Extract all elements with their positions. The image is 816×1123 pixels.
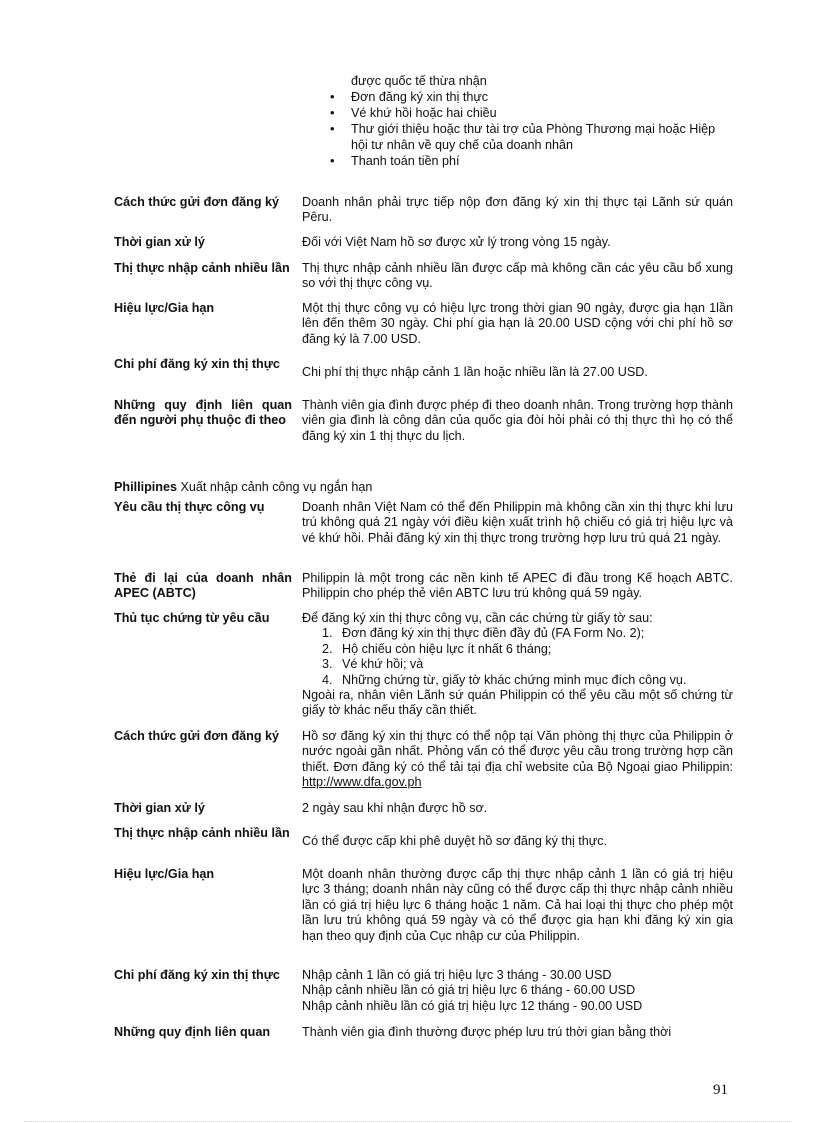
list-item: • Vé khứ hồi hoặc hai chiều (330, 105, 732, 121)
row-label: Chi phí đăng ký xin thị thực (114, 968, 280, 982)
row-value (302, 611, 733, 719)
fee-line: Nhập cảnh nhiều lần có giá trị hiệu lực 6 tháng - 60.00 USD (302, 983, 636, 998)
list-item: • Thư giới thiệu hoặc thư tài trợ của Phòng Thương mại hoặc Hiệp hội tư nhân về quy chế của doanh nhân (330, 121, 732, 153)
row-value: Chi phí thị thực nhập cảnh 1 lần hoặc nhiều lần là 27.00 USD. (302, 365, 648, 379)
item-text: Những chứng từ, giấy tờ khác chứng minh mục đích công vụ. (342, 672, 687, 687)
row-label: Cách thức gửi đơn đăng ký (114, 195, 280, 209)
row-label: Thời gian xử lý (114, 235, 205, 249)
row-value: Thành viên gia đình được phép đi theo doanh nhân. Trong trường hợp thành viên gia đình là công dân của quốc gia đòi hỏi phải có thị thực thì họ có thể đăng ký xin 1 thị thực du lịch. (302, 398, 733, 443)
list-item (322, 642, 733, 657)
row-label: Chi phí đăng ký xin thị thực (114, 357, 280, 371)
list-item (322, 673, 733, 688)
row-label: Hiệu lực/Gia hạn (114, 301, 215, 315)
row-label: Thủ tục chứng từ yêu cầu (114, 611, 270, 625)
required-documents-list (330, 73, 732, 169)
item-text: Hộ chiếu còn hiệu lực ít nhất 6 tháng; (342, 641, 552, 656)
list-item: được quốc tế thừa nhận (351, 74, 487, 88)
row-label: Thị thực nhập cảnh nhiều lần (114, 826, 290, 840)
list-item (322, 626, 733, 641)
section-title (114, 480, 372, 495)
row-value (302, 968, 733, 1014)
page-number: 91 (713, 1082, 728, 1098)
country-name: Phillipines (114, 480, 177, 494)
item-text: Vé khứ hồi; và (342, 657, 424, 672)
footer-divider (24, 1121, 792, 1122)
item-number: 3. (322, 657, 333, 672)
item-text: Đơn đăng ký xin thị thực điền đầy đủ (FA Form No. 2); (342, 626, 645, 641)
item-number: 2. (322, 641, 333, 656)
row-value: Một thị thực công vụ có hiệu lực trong thời gian 90 ngày, được gia hạn 1lần lên đến thêm 30 ngày. Chi phí gia hạn là 20.00 USD cộng với chi phí hồ sơ đăng ký là 7.00 USD. (302, 301, 733, 346)
row-label: Thẻ đi lại của doanh nhân APEC (ABTC) (114, 571, 292, 600)
row-label: Hiệu lực/Gia hạn (114, 867, 215, 881)
docs-intro: Để đăng ký xin thị thực công vụ, cần các chứng từ giấy tờ sau: (302, 611, 653, 625)
list-item: • Đơn đăng ký xin thị thực (330, 89, 732, 105)
section-subtitle: Xuất nhập cảnh công vụ ngắn hạn (180, 480, 373, 494)
row-value: Doanh nhân phải trực tiếp nộp đơn đăng ký xin thị thực tại Lãnh sứ quán Pêru. (302, 195, 733, 225)
fee-line: Nhập cảnh nhiều lần có giá trị hiệu lực 12 tháng - 90.00 USD (302, 998, 643, 1013)
dfa-website-link[interactable]: http://www.dfa.gov.ph (302, 775, 422, 790)
row-value: Đối với Việt Nam hồ sơ được xử lý trong vòng 15 ngày. (302, 235, 611, 249)
list-item (322, 657, 733, 672)
docs-outro: Ngoài ra, nhân viên Lãnh sứ quán Philippin có thể yêu cầu một số chứng từ giấy tờ khác nếu thấy cần thiết. (302, 688, 733, 718)
docs-list (302, 626, 733, 688)
row-value: 2 ngày sau khi nhận được hồ sơ. (302, 801, 488, 815)
row-value: Thành viên gia đình thường được phép lưu trú thời gian bằng thời (302, 1025, 672, 1039)
row-value: Một doanh nhân thường được cấp thị thực nhập cảnh 1 lần có giá trị hiệu lực 3 tháng; doanh nhân này cũng có thể được cấp thị thực nhập cảnh nhiều lần có giá trị hiệu lực 6 tháng hoặc 1 năm. Cả hai loại thị thực cho phép một lần lưu trú không quá 59 ngày và có thể được gia hạn khi đăng ký xin gia hạn theo quy định của Cục nhập cư của Philippin. (302, 867, 733, 943)
row-label: Yêu cầu thị thực công vụ (114, 500, 265, 514)
row-label: Thời gian xử lý (114, 801, 205, 815)
row-label: Những quy định liên quan (114, 1025, 271, 1039)
item-number: 4. (322, 672, 333, 687)
submit-text: Hồ sơ đăng ký xin thị thực có thể nộp tại Văn phòng thị thực của Philippin ở nước ngoài gần nhất. Phỏng vấn có thể được yêu cầu trong trường hợp cần thiết. Đơn đăng ký có thể tải tại địa chỉ website của Bộ Ngoại giao Philippin: (302, 729, 733, 774)
fee-line: Nhập cảnh 1 lần có giá trị hiệu lực 3 tháng - 30.00 USD (302, 968, 612, 982)
row-value: Doanh nhân Việt Nam có thể đến Philippin mà không cần xin thị thực khi lưu trú không quá 21 ngày với điều kiện xuất trình hộ chiếu có giá trị hiệu lực và vé khứ hồi. Phải đăng ký xin thị thực trong trường hợp lưu trú quá 21 ngày. (302, 500, 733, 545)
row-value: Thị thực nhập cảnh nhiều lần được cấp mà không cần các yêu cầu bổ xung so với thị thực công vụ. (302, 261, 733, 291)
row-label: Cách thức gửi đơn đăng ký (114, 729, 280, 743)
row-value (302, 729, 733, 791)
list-item: • Thanh toán tiền phí (330, 153, 732, 169)
row-label: Những quy định liên quan đến người phụ thuộc đi theo (114, 398, 292, 427)
row-label: Thị thực nhập cảnh nhiều lần (114, 261, 290, 275)
row-value: Philippin là một trong các nền kinh tế APEC đi đầu trong Kế hoạch ABTC. Philippin cho phép thẻ viên ABTC lưu trú không quá 59 ngày. (302, 571, 733, 601)
row-value: Có thể được cấp khi phê duyệt hồ sơ đăng ký thị thực. (302, 834, 608, 848)
item-number: 1. (322, 626, 333, 641)
